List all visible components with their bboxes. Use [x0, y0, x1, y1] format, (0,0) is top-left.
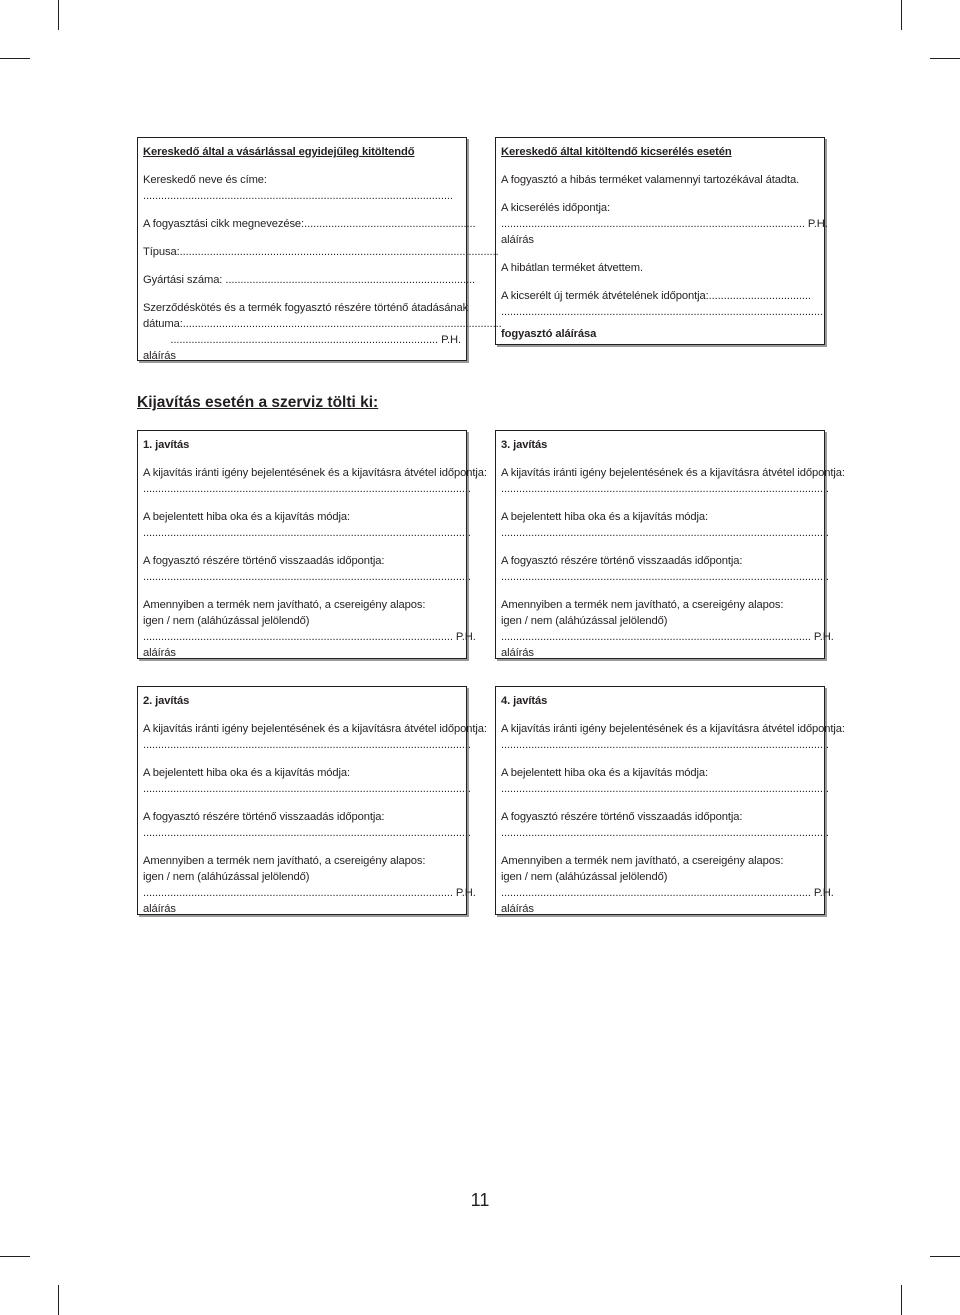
- crop-mark-top-left: [58, 0, 59, 30]
- repair-box-3: [495, 430, 845, 659]
- request-date-field[interactable]: .............................................................................................................: [143, 739, 471, 751]
- fault-cause-label: A bejelentett hiba oka és a kijavítás módja:: [501, 767, 709, 779]
- consumer-signature-label: fogyasztó aláírása: [501, 328, 597, 340]
- new-product-date-dots[interactable]: ...........................................................................................................: [501, 306, 823, 318]
- serial-number-field[interactable]: Gyártási száma: ...................................................................................: [143, 274, 476, 286]
- stamp-line[interactable]: ....................................................................................................... P.H.: [501, 631, 834, 643]
- stamp-line[interactable]: ......................................................................................... P.H.: [170, 334, 461, 346]
- return-date-field[interactable]: .............................................................................................................: [501, 827, 829, 839]
- request-date-label: A kijavítás iránti igény bejelentésének és a kijavításra átvétel időpontja:: [501, 467, 845, 479]
- yes-no-option[interactable]: igen / nem (aláhúzással jelölendő): [143, 615, 310, 627]
- signature-label: aláírás: [501, 647, 534, 659]
- received-text: A hibátlan terméket átvettem.: [501, 262, 643, 274]
- stamp-line[interactable]: ....................................................................................................... P.H.: [501, 887, 834, 899]
- fault-cause-field[interactable]: .............................................................................................................: [501, 527, 829, 539]
- request-date-label: A kijavítás iránti igény bejelentésének és a kijavításra átvétel időpontja:: [143, 723, 487, 735]
- exchange-signature-label: aláírás: [501, 234, 534, 246]
- return-date-label: A fogyasztó részére történő visszaadás időpontja:: [143, 555, 385, 567]
- dealer-purchase-box: [137, 137, 502, 362]
- fault-cause-field[interactable]: .............................................................................................................: [501, 783, 829, 795]
- request-date-field[interactable]: .............................................................................................................: [501, 483, 829, 495]
- repair-title: 2. javítás: [143, 695, 190, 707]
- exchange-stamp-line[interactable]: ..................................................................................................... P.H.: [501, 218, 828, 230]
- return-date-field[interactable]: .............................................................................................................: [143, 827, 471, 839]
- signature-label: aláírás: [501, 903, 534, 915]
- stamp-line[interactable]: ....................................................................................................... P.H.: [143, 631, 476, 643]
- product-name-field[interactable]: A fogyasztási cikk megnevezése:.........................................................: [143, 218, 476, 230]
- crop-mark-bottom-left-h: [0, 1256, 30, 1257]
- request-date-field[interactable]: .............................................................................................................: [501, 739, 829, 751]
- repair-box-1: [137, 430, 487, 659]
- signature-label: aláírás: [143, 647, 176, 659]
- dealer-purchase-heading: Kereskedő által a vásárlással egyidejűleg kitöltendő: [143, 146, 415, 158]
- repair-box-4: [495, 686, 845, 915]
- handover-date-field[interactable]: dátuma:..........................................................................................................: [143, 318, 502, 330]
- crop-mark-top-left-h: [0, 58, 30, 59]
- stamp-line[interactable]: ....................................................................................................... P.H.: [143, 887, 476, 899]
- fault-cause-field[interactable]: .............................................................................................................: [143, 527, 471, 539]
- crop-mark-bottom-right-h: [930, 1256, 960, 1257]
- dealer-exchange-box: [495, 137, 828, 345]
- return-date-field[interactable]: .............................................................................................................: [501, 571, 829, 583]
- signature-label: aláírás: [143, 903, 176, 915]
- fault-cause-label: A bejelentett hiba oka és a kijavítás módja:: [501, 511, 709, 523]
- crop-mark-bottom-right: [901, 1285, 902, 1315]
- repair-section-title: Kijavítás esetén a szerviz tölti ki:: [137, 394, 379, 411]
- repair-title: 1. javítás: [143, 439, 190, 451]
- handover-date-label: Szerződéskötés és a termék fogyasztó részére történő átadásának: [143, 302, 469, 314]
- yes-no-option[interactable]: igen / nem (aláhúzással jelölendő): [501, 871, 668, 883]
- return-date-label: A fogyasztó részére történő visszaadás időpontja:: [501, 555, 743, 567]
- repair-title: 3. javítás: [501, 439, 548, 451]
- unrepairable-label: Amennyiben a termék nem javítható, a csereigény alapos:: [501, 855, 784, 867]
- dealer-name-field[interactable]: .......................................................................................................: [143, 190, 453, 202]
- fault-cause-label: A bejelentett hiba oka és a kijavítás módja:: [143, 767, 351, 779]
- return-date-label: A fogyasztó részére történő visszaadás időpontja:: [501, 811, 743, 823]
- unrepairable-label: Amennyiben a termék nem javítható, a csereigény alapos:: [143, 855, 426, 867]
- type-field[interactable]: Típusa:..........................................................................................................: [143, 246, 499, 258]
- exchange-date-label: A kicserélés időpontja:: [501, 202, 611, 214]
- new-product-date-field[interactable]: A kicserélt új termék átvételének időpontja:..................................: [501, 290, 811, 302]
- yes-no-option[interactable]: igen / nem (aláhúzással jelölendő): [501, 615, 668, 627]
- return-date-field[interactable]: .............................................................................................................: [143, 571, 471, 583]
- request-date-field[interactable]: .............................................................................................................: [143, 483, 471, 495]
- crop-mark-top-right: [901, 0, 902, 30]
- yes-no-option[interactable]: igen / nem (aláhúzással jelölendő): [143, 871, 310, 883]
- repair-title: 4. javítás: [501, 695, 548, 707]
- request-date-label: A kijavítás iránti igény bejelentésének és a kijavításra átvétel időpontja:: [143, 467, 487, 479]
- fault-cause-label: A bejelentett hiba oka és a kijavítás módja:: [143, 511, 351, 523]
- page-number: 11: [470, 1190, 490, 1210]
- crop-mark-top-right-h: [930, 58, 960, 59]
- signature-label: aláírás: [143, 350, 176, 362]
- dealer-name-label: Kereskedő neve és címe:: [143, 174, 267, 186]
- handed-over-text: A fogyasztó a hibás terméket valamennyi tartozékával átadta.: [501, 174, 800, 186]
- repair-box-2: [137, 686, 487, 915]
- request-date-label: A kijavítás iránti igény bejelentésének és a kijavításra átvétel időpontja:: [501, 723, 845, 735]
- fault-cause-field[interactable]: .............................................................................................................: [143, 783, 471, 795]
- return-date-label: A fogyasztó részére történő visszaadás időpontja:: [143, 811, 385, 823]
- dealer-exchange-heading: Kereskedő által kitöltendő kicserélés esetén: [501, 146, 732, 158]
- unrepairable-label: Amennyiben a termék nem javítható, a csereigény alapos:: [143, 599, 426, 611]
- crop-mark-bottom-left: [58, 1285, 59, 1315]
- unrepairable-label: Amennyiben a termék nem javítható, a csereigény alapos:: [501, 599, 784, 611]
